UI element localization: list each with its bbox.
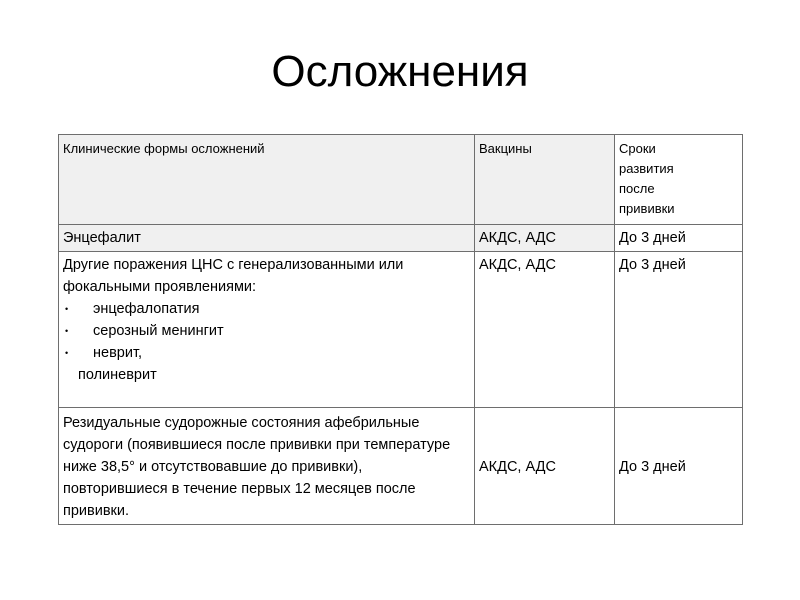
list-item-text: энцефалопатия [93,301,200,317]
cell-clinical-form: Энцефалит [59,225,475,252]
cell-timing: До 3 дней [615,408,743,525]
complications-table [58,134,743,525]
header-vaccines: Вакцины [475,135,615,225]
cell-vaccines: АКДС, АДС [475,408,615,525]
clinical-form-list [63,298,470,364]
list-item-text: неврит, [93,345,143,361]
bullet-icon: • [65,304,69,314]
table-row [59,408,743,525]
table-row [59,252,743,408]
cell-timing: До 3 дней [615,225,743,252]
table-header-row [59,135,743,225]
header-timing-line: после [619,181,655,196]
cell-vaccines: АКДС, АДС [475,225,615,252]
header-timing [615,135,743,225]
list-item-text: серозный менингит [93,323,224,339]
cell-timing: До 3 дней [615,252,743,408]
bullet-icon: • [65,326,69,336]
list-item [63,320,470,342]
header-timing-line: Сроки [619,141,656,156]
slide-title: Осложнения [271,47,529,96]
clinical-form-intro: Другие поражения ЦНС с генерализованными или фокальными проявлениями: [63,257,404,295]
header-clinical-forms: Клинические формы осложнений [59,135,475,225]
bullet-icon: • [65,348,69,358]
cell-vaccines: АКДС, АДС [475,252,615,408]
cell-clinical-form: Резидуальные судорожные состояния афебрильные судороги (появившиеся после прививки при температуре ниже 38,5° и отсутствовавшие до прививки), повторившиеся в течение первых 12 месяцев после прививки. [59,408,475,525]
list-item [63,298,470,320]
header-timing-line: прививки [619,201,675,216]
table-row [59,225,743,252]
header-timing-line: развития [619,161,674,176]
cell-clinical-form [59,252,475,408]
list-continuation: полиневрит [78,367,157,383]
list-item [63,342,470,364]
